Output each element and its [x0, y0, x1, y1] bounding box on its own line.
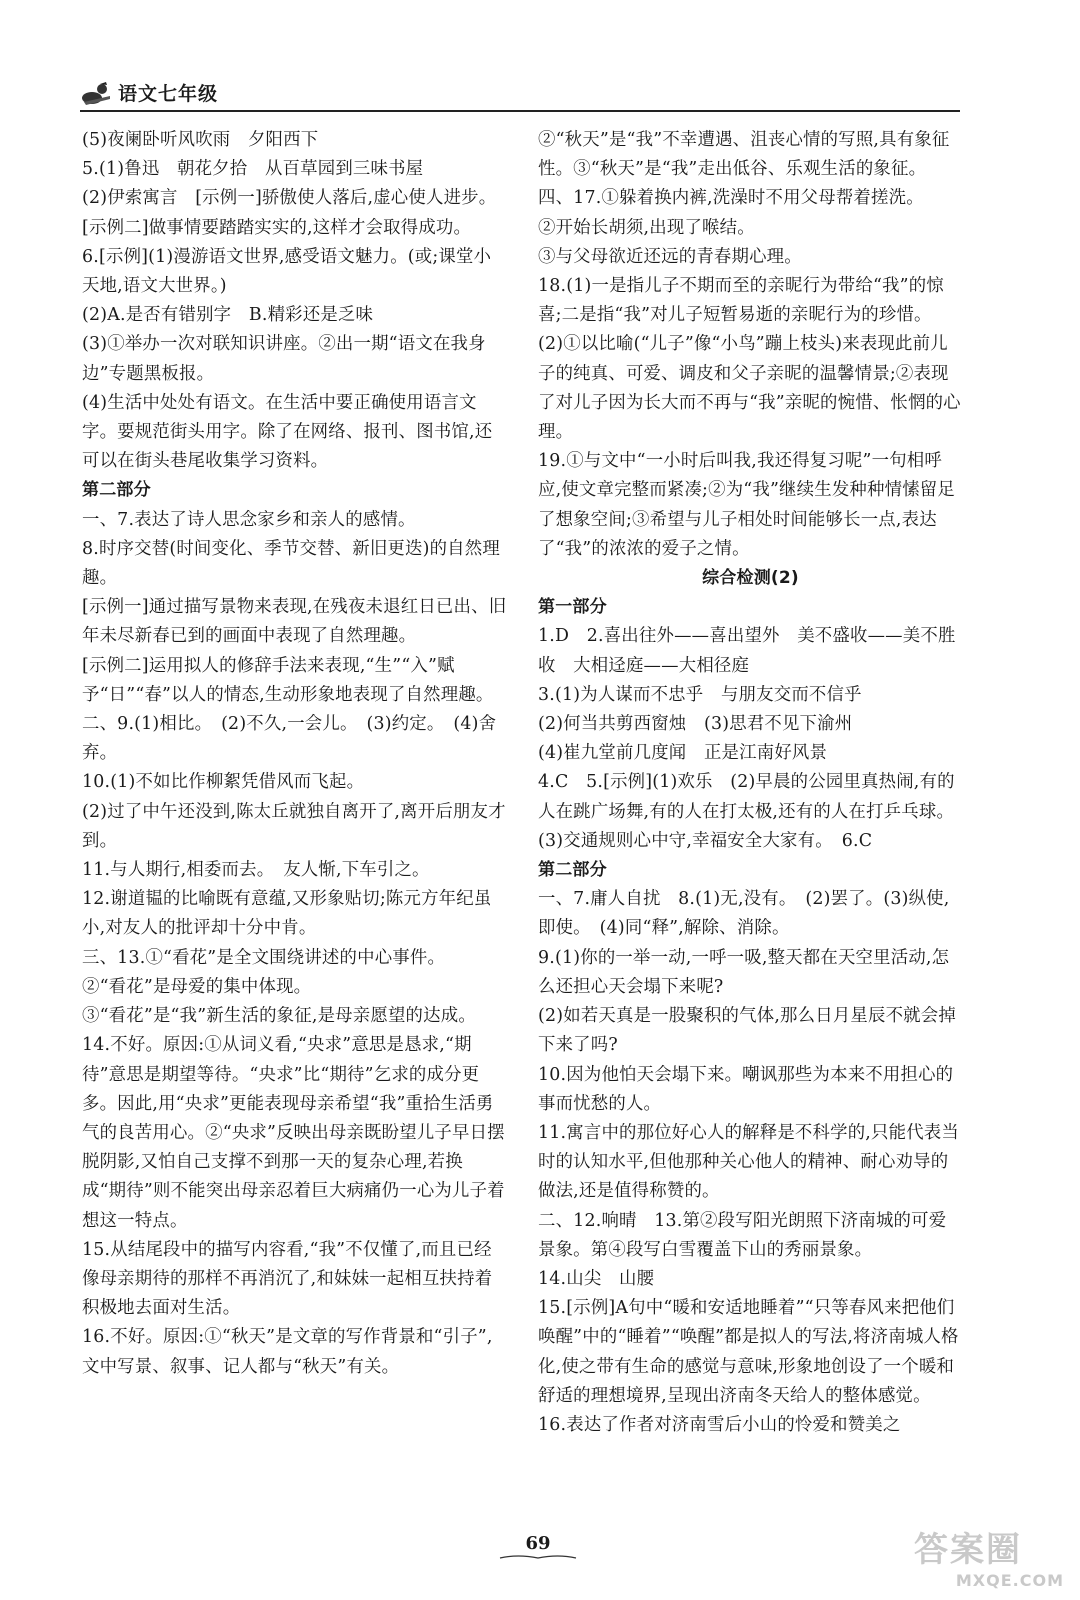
answer-line: 8.时序交替(时间变化、季节交替、新旧更迭)的自然理趣。: [82, 538, 500, 589]
answer-line: (3)交通规则心中守,幸福安全大家有。 6.C: [538, 830, 873, 851]
watermark: [914, 1522, 1064, 1592]
answer-line: (4)生活中处处有语文。在生活中要正确使用语言文字。要规范街头用字。除了在网络、报刊、图书馆,还可以在街头巷尾收集学习资料。: [82, 392, 493, 472]
answer-line: 4.C 5.[示例](1)欢乐 (2)早晨的公园里真热闹,有的人在跳广场舞,有的人在打太极,还有的人在打乒乓球。: [538, 772, 955, 822]
right-column: [538, 126, 963, 1440]
answer-line: (2)A.是否有错别字 B.精彩还是乏味: [82, 305, 374, 326]
answer-line: 18.(1)一是指儿子不期而至的亲昵行为带给“我”的惊喜;二是指“我”对儿子短暂易逝的亲昵行为的珍惜。: [538, 276, 944, 326]
answer-line: (4)崔九堂前几度闻 正是江南好风景: [538, 743, 828, 764]
answer-line: (2)过了中午还没到,陈太丘就独自离开了,离开后朋友才到。: [82, 801, 506, 851]
answer-line: [示例二]做事情要踏踏实实的,这样才会取得成功。: [82, 217, 472, 238]
answer-line: 四、17.①躲着换内裤,洗澡时不用父母帮着搓洗。: [538, 188, 924, 209]
header-rule: [80, 110, 960, 112]
watermark-logo-text: 答案圈: [914, 1530, 1022, 1570]
answer-line: 10.因为他怕天会塌下来。嘲讽那些为本来不用担心的事而忧愁的人。: [538, 1064, 954, 1114]
answer-line: 3.(1)为人谋而不忠乎 与朋友交而不信乎: [538, 684, 862, 705]
answer-line: 16.表达了作者对济南雪后小山的怜爱和赞美之: [538, 1414, 901, 1435]
book-title: 语文七年级: [118, 83, 219, 105]
answer-line: 二、12.响晴 13.第②段写阳光朗照下济南城的可爱景象。第④段写白雪覆盖下山的秀丽景象。: [538, 1210, 947, 1260]
answer-line: (2)何当共剪西窗烛 (3)思君不见下渝州: [538, 714, 853, 735]
answer-line: 15.从结尾段中的描写内容看,“我”不仅懂了,而且已经像母亲期待的那样不再消沉了,和妹妹一起相互扶持着积极地去面对生活。: [82, 1239, 493, 1319]
answer-line: 9.(1)你的一举一动,一呼一吸,整天都在天空里活动,怎么还担心天会塌下来呢?: [538, 947, 950, 997]
answer-line: (2)如若天真是一股聚积的气体,那么日月星辰不就会掉下来了吗?: [538, 1006, 956, 1056]
page-number-text: 69: [525, 1533, 551, 1554]
answer-line: ②“看花”是母爱的集中体现。: [82, 976, 312, 997]
section-heading: 第二部分: [538, 860, 607, 881]
answer-line: 11.寓言中的那位好心人的解释是不科学的,只能代表当时的认知水平,但他那种关心他人的精神、耐心劝导的做法,还是值得称赞的。: [538, 1122, 959, 1202]
answer-line: 15.[示例]A句中“暖和安适地睡着”“只等春风来把他们唤醒”中的“睡着”“唤醒”都是拟人的写法,将济南城人格化,使之带有生命的感觉与意味,形象地创设了一个暖和舒适的理想境界,呈现出济南冬天给人的整体感觉。: [538, 1298, 959, 1406]
answer-line: 二、9.(1)相比。 (2)不久,一会儿。 (3)约定。 (4)舍弃。: [82, 714, 497, 764]
answer-line: [示例二]运用拟人的修辞手法来表现,“生”“入”赋予“日”“春”以人的情态,生动形象地表现了自然理趣。: [82, 655, 494, 705]
answer-line: 12.谢道韫的比喻既有意蕴,又形象贴切;陈元方年纪虽小,对友人的批评却十分中肯。: [82, 889, 492, 939]
section-heading: 第一部分: [538, 597, 607, 618]
answer-line: ③“看花”是“我”新生活的象征,是母亲愿望的达成。: [82, 1006, 476, 1027]
left-column: [82, 126, 507, 1382]
answer-line: 11.与人期行,相委而去。 友人惭,下车引之。: [82, 860, 430, 881]
answer-line: 1.D 2.喜出往外——喜出望外 美不盛收——美不胜收 大相迳庭——大相径庭: [538, 626, 956, 676]
answer-line: 一、7.庸人自扰 8.(1)无,没有。 (2)罢了。(3)纵使,即使。 (4)同“释”,解除、消除。: [538, 889, 950, 939]
answer-line: ②开始长胡须,出现了喉结。: [538, 217, 755, 238]
answer-line: (2)①以比喻(“儿子”像“小鸟”蹦上枝头)来表现此前儿子的纯真、可爱、调皮和父子亲昵的温馨情景;②表现了对儿子因为长大而不再与“我”亲昵的惋惜、怅惘的心理。: [538, 334, 961, 443]
answer-line: 19.①与文中“一小时后叫我,我还得复习呢”一句相呼应,使文章完整而紧凑;②为“我”继续生发种种情愫留足了想象空间;③希望与儿子相处时间能够长一点,表达了“我”的浓浓的爱子之情。: [538, 451, 955, 559]
page-number: [498, 1530, 578, 1558]
answer-line: 16.不好。原因:①“秋天”是文章的写作背景和“引子”,文中写景、叙事、记人都与“秋天”有关。: [82, 1327, 493, 1377]
answer-line: 14.山尖 山腰: [538, 1268, 655, 1289]
answer-line: ③与父母欲近还远的青春期心理。: [538, 246, 802, 267]
answer-line: 一、7.表达了诗人思念家乡和亲人的感情。: [82, 509, 416, 530]
answer-line: 10.(1)不如比作柳絮凭借风而飞起。: [82, 772, 365, 793]
answer-line: (3)①举办一次对联知识讲座。②出一期“语文在我身边”专题黑板报。: [82, 334, 486, 384]
section-heading: 第二部分: [82, 480, 151, 501]
answer-line: (5)夜阑卧听风吹雨 夕阳西下: [82, 130, 319, 150]
answer-line: 6.[示例](1)漫游语文世界,感受语文魅力。(或;课堂小天地,语文大世界。): [82, 246, 492, 297]
answer-line: 5.(1)鲁迅 朝花夕拾 从百草园到三味书屋: [82, 159, 424, 180]
section-title: 综合检测(2): [702, 568, 799, 589]
reading-figure-icon: [80, 80, 114, 108]
answer-line: ②“秋天”是“我”不幸遭遇、沮丧心情的写照,具有象征性。③“秋天”是“我”走出低谷、乐观生活的象征。: [538, 130, 950, 180]
answer-line: 14.不好。原因:①从词义看,“央求”意思是恳求,“期待”意思是期望等待。“央求”比“期待”乞求的成分更多。因此,用“央求”更能表现母亲希望“我”重拾生活勇气的良苦用心。②“央求”反映出母亲既盼望儿子早日摆脱阴影,又怕自己支撑不到那一天的复杂心理,若换成“期待”则不能突出母亲忍着巨大病痛仍一心为儿子着想这一特点。: [82, 1035, 505, 1231]
answer-line: 三、13.①“看花”是全文围绕讲述的中心事件。: [82, 947, 446, 968]
answer-line: [示例一]通过描写景物来表现,在残夜未退红日已出、旧年未尽新春已到的画面中表现了自然理趣。: [82, 597, 507, 647]
watermark-url: MXQE.COM: [955, 1571, 1064, 1590]
answer-line: (2)伊索寓言 [示例一]骄傲使人落后,虚心使人进步。: [82, 188, 497, 209]
book-ornament-icon: [498, 1554, 578, 1562]
page-header: [80, 80, 960, 110]
